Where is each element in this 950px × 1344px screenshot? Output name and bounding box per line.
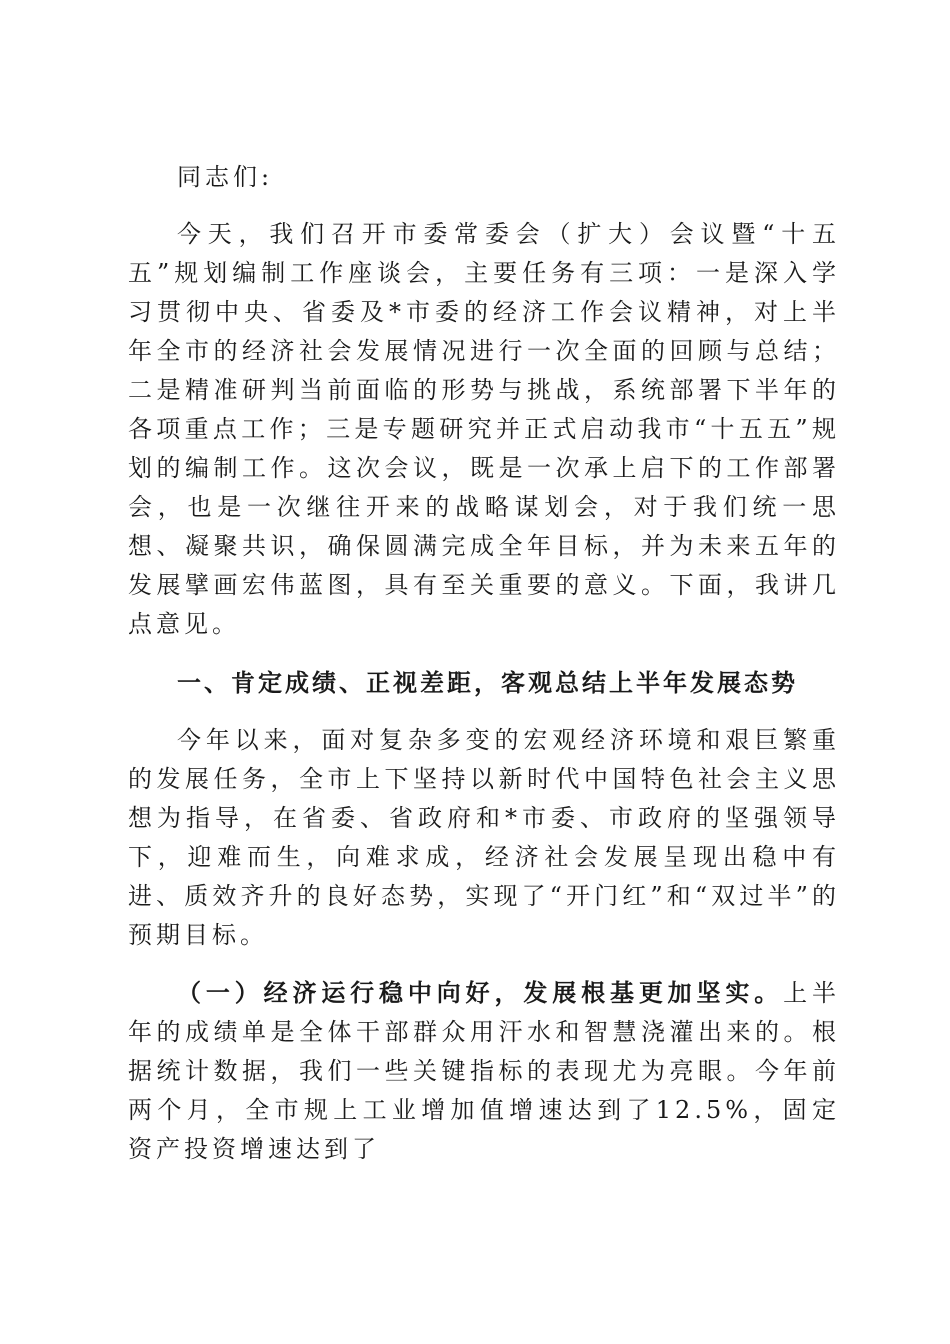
section-heading: 一、肯定成绩、正视差距，客观总结上半年发展态势: [177, 669, 798, 697]
subsection-heading: （一）经济运行稳中向好，发展根基更加坚实。: [177, 978, 784, 1007]
section-paragraph: 今年以来，面对复杂多变的宏观经济环境和艰巨繁重的发展任务，全市上下坚持以新时代中国特色社会主义思想为指导，在省委、省政府和*市委、市政府的坚强领导下，迎难而生，向难求成，经济社会发展呈现出稳中有进、质效齐升的良好态势，实现了“开门红”和“双过半”的预期目标。: [128, 726, 840, 949]
subsection-text: 上半年的成绩单是全体干部群众用汗水和智慧浇灌出来的。根据统计数据，我们一些关键指标的表现尤为亮眼。今年前两个月，全市规上工业增加值增速达到了12.5%，固定资产投资增速达到了: [128, 979, 841, 1163]
salutation: 同志们:: [177, 163, 274, 191]
subsection-paragraph: [128, 973, 840, 1169]
document-body: [128, 158, 840, 1169]
intro-paragraph: 今天，我们召开市委常委会（扩大）会议暨“十五五”规划编制工作座谈会，主要任务有三项：一是深入学习贯彻中央、省委及*市委的经济工作会议精神，对上半年全市的经济社会发展情况进行一次全面的回顾与总结；二是精准研判当前面临的形势与挑战，系统部署下半年的各项重点工作；三是专题研究并正式启动我市“十五五”规划的编制工作。这次会议，既是一次承上启下的工作部署会，也是一次继往开来的战略谋划会，对于我们统一思想、凝聚共识，确保圆满完成全年目标，并为未来五年的发展擘画宏伟蓝图，具有至关重要的意义。下面，我讲几点意见。: [128, 220, 840, 638]
